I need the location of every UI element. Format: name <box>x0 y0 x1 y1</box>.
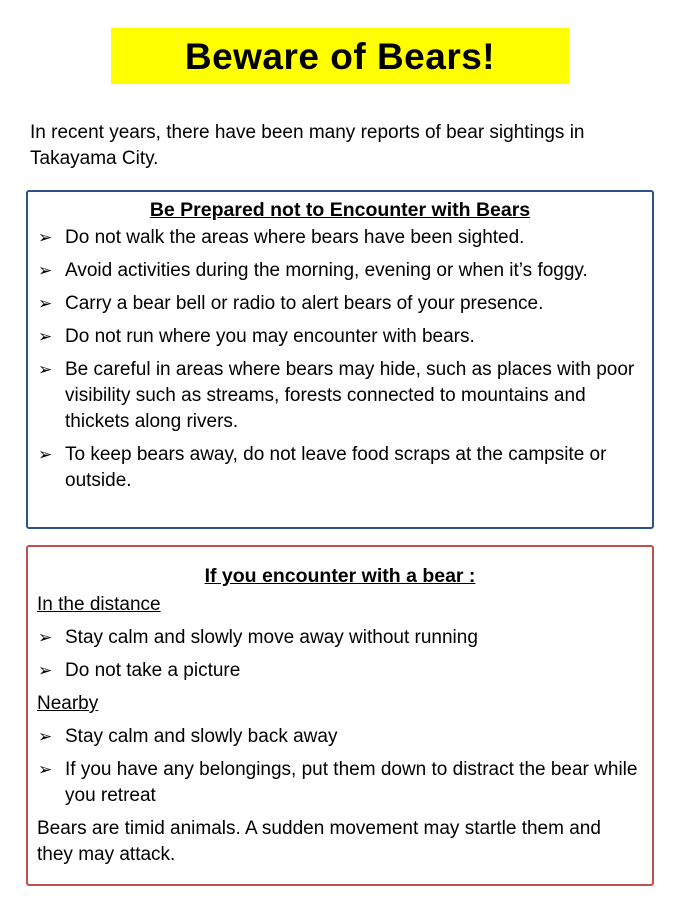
list-item <box>28 442 642 494</box>
arrow-bullet-icon: ➢ <box>38 445 53 465</box>
encounter-panel <box>26 545 654 886</box>
prepared-heading: Be Prepared not to Encounter with Bears <box>149 199 531 221</box>
distance-list <box>28 625 652 684</box>
list-item-text: Do not take a picture <box>65 660 241 681</box>
list-item <box>28 757 642 809</box>
list-item-text: Carry a bear bell or radio to alert bears of your presence. <box>65 293 544 314</box>
list-item-text: Do not walk the areas where bears have been sighted. <box>65 227 525 248</box>
arrow-bullet-icon: ➢ <box>38 327 53 347</box>
list-item <box>28 291 642 317</box>
title-banner <box>111 28 569 84</box>
distance-subheading: In the distance <box>37 594 161 615</box>
list-item-text: Stay calm and slowly back away <box>65 726 338 747</box>
list-item <box>28 625 642 651</box>
list-item-text: Be careful in areas where bears may hide, such as places with poor visibility such as streams, forests connected to mountains and thickets along rivers. <box>65 359 635 432</box>
arrow-bullet-icon: ➢ <box>38 294 53 314</box>
list-item <box>28 658 642 684</box>
list-item <box>28 724 642 750</box>
arrow-bullet-icon: ➢ <box>38 228 53 248</box>
page-title: Beware of Bears! <box>184 35 496 77</box>
list-item <box>28 357 642 435</box>
list-item-text: Stay calm and slowly move away without running <box>65 627 478 648</box>
arrow-bullet-icon: ➢ <box>38 628 53 648</box>
arrow-bullet-icon: ➢ <box>38 760 53 780</box>
list-item-text: To keep bears away, do not leave food scraps at the campsite or outside. <box>65 444 607 491</box>
nearby-list <box>28 724 652 809</box>
list-item <box>28 225 642 251</box>
nearby-subheading: Nearby <box>37 693 99 714</box>
list-item <box>28 324 642 350</box>
closing-note: Bears are timid animals. A sudden movement may startle them and they may attack. <box>37 818 601 865</box>
encounter-heading: If you encounter with a bear : <box>204 565 476 587</box>
prepared-list <box>28 225 652 494</box>
list-item-text: Avoid activities during the morning, evening or when it’s foggy. <box>65 260 588 281</box>
list-item <box>28 258 642 284</box>
arrow-bullet-icon: ➢ <box>38 360 53 380</box>
list-item-text: If you have any belongings, put them down to distract the bear while you retreat <box>65 759 638 806</box>
arrow-bullet-icon: ➢ <box>38 661 53 681</box>
arrow-bullet-icon: ➢ <box>38 261 53 281</box>
arrow-bullet-icon: ➢ <box>38 727 53 747</box>
list-item-text: Do not run where you may encounter with bears. <box>65 326 475 347</box>
intro-text: In recent years, there have been many reports of bear sightings in Takayama City. <box>30 122 585 169</box>
prepared-panel <box>26 190 654 529</box>
